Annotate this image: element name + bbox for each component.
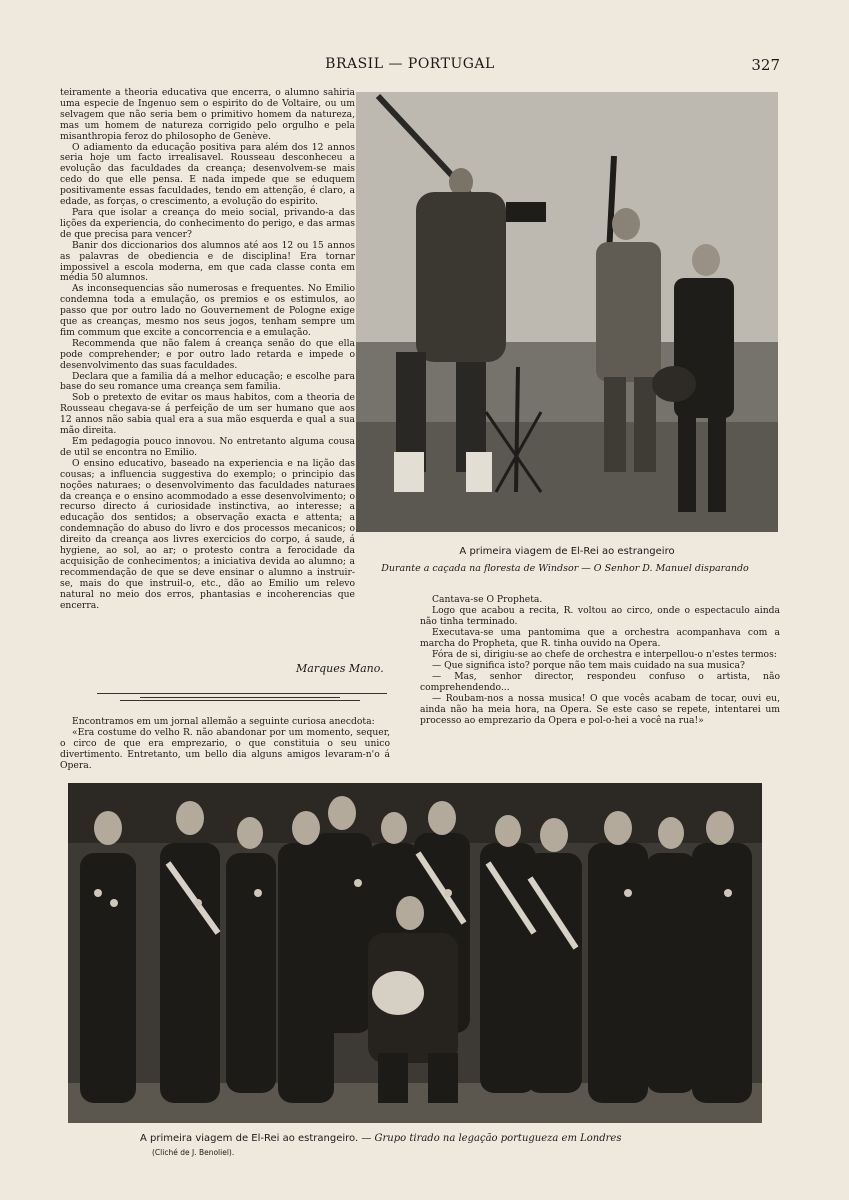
article-paragraph: Para que isolar a creança do meio social, privando-a das lições da experiencia, do conhecimento do perigo, e das armas de que precisa para vencer? (60, 206, 355, 240)
group-portrait-caption-sub: — Grupo tirado na legação portugueza em Londres (361, 1133, 622, 1144)
group-portrait-caption (140, 1133, 780, 1144)
article-paragraph: Executava-se uma pantomima que a orchestra acompanhava com a marcha do Propheta, que R. tinha ouvido na Opera. (420, 627, 780, 649)
article-paragraph: Declara que a familia dá a melhor educação; e escolhe para base do seu romance uma creança sem familia. (60, 370, 355, 393)
article-paragraph: — Que significa isto? porque não tem mais cuidado na sua musica? (432, 660, 745, 671)
author-signature: Marques Mano. (296, 662, 384, 675)
page-number: 327 (751, 56, 780, 74)
article-paragraph: Encontramos em um jornal allemão a seguinte curiosa anecdota: (72, 716, 375, 727)
article-paragraph: O adiamento da educação positiva para além dos 12 annos seria hoje um facto irrealisavel. Rousseau desconheceu a evolução das faculdades da creança; desenvolvem-se mais cedo do que elle pensa. E nada impede que se eduquem positivamente essas faculdades, tendo em attenção, é claro, a edade, as forças, o crescimento, a evolução do espirito. (60, 141, 355, 208)
hunting-photo (356, 92, 778, 532)
article-paragraph: teiramente a theoria educativa que encerra, o alumno sahiria uma especie de Ingenuo sem o espirito do de Voltaire, ou um selvagem que não seria bem o primitivo homem da natureza, mas um homem de natureza corrigido pelo orgulho e pela misanthropia feroz do philosopho de Genève. (60, 87, 355, 142)
photo-credit: (Cliché de J. Benoliel). (152, 1148, 235, 1157)
article-paragraph: — Mas, senhor director, respondeu confuso o artista, não comprehendendo... (420, 671, 780, 693)
article-paragraph: Logo que acabou a recita, R. voltou ao circo, onde o espectaculo ainda não tinha terminado. (420, 605, 780, 627)
hunting-photo-illustration (356, 92, 778, 532)
group-portrait-caption-lead: A primeira viagem de El-Rei ao estrangeiro. (140, 1133, 359, 1144)
article-paragraph: Em pedagogia pouco innovou. No entretanto alguma cousa de util se encontra no Emilio. (60, 436, 355, 458)
right-column-article (420, 594, 780, 726)
article-paragraph: Sob o pretexto de evitar os maus habitos, com a theoria de Rousseau chegava-se á perfeição de um ser humano que aos 12 annos não sabia qual era a sua mão esquerda e qual a sua mão direita. (60, 392, 355, 437)
section-divider (97, 693, 387, 694)
group-portrait-photo (68, 783, 762, 1123)
hunting-photo-caption: A primeira viagem de El-Rei ao estrangeiro (459, 546, 675, 557)
group-portrait-illustration (68, 783, 762, 1123)
article-paragraph: Cantava-se O Propheta. (432, 594, 543, 605)
page-header-title: BRASIL — PORTUGAL (325, 56, 495, 72)
left-column-article (60, 88, 355, 612)
anecdote-article (60, 716, 390, 771)
article-paragraph: — Roubam-nos a nossa musica! O que vocês acabam de tocar, ouvi eu, ainda não ha meia hora, na Opera. Se este caso se repete, intentarei um processo ao emprezario da Opera e pol-o-hei a você na rua!» (420, 693, 780, 726)
hunting-photo-subcaption: Durante a caçada na floresta de Windsor — O Senhor D. Manuel disparando (381, 563, 749, 574)
article-paragraph: «Era costume do velho R. não abandonar por um momento, sequer, o circo de que era emprezario, o que constituia o seu unico divertimento. Entretanto, um bello dia alguns amigos levaram-n'o á Opera. (60, 727, 390, 771)
section-divider (120, 700, 360, 701)
section-divider (140, 697, 340, 698)
article-paragraph: As inconsequencias são numerosas e frequentes. No Emilio condemna toda a emulação, os premios e os estimulos, ao passo que por outro lado no Gouvernement de Pologne exige que as creanças, mesmo nos seus jogos, tenham sempre um fim commum que excite a concorrencia e a emulação. (60, 283, 355, 338)
article-paragraph: Banir dos diccionarios dos alumnos até aos 12 ou 15 annos as palavras de obediencia e de disciplina! Era tornar impossivel a escola moderna, em que cada classe conta em média 50 alumnos. (60, 239, 355, 284)
article-paragraph: Recommenda que não falem á creança senão do que ella pode comprehender; e por outro lado retarda e impede o desenvolvimento das suas faculdades. (60, 337, 355, 371)
article-paragraph: Fóra de si, dirigiu-se ao chefe de orchestra e interpellou-o n'estes termos: (432, 649, 777, 660)
article-paragraph: O ensino educativo, baseado na experiencia e na lição das cousas; a influencia suggestiva do exemplo; o principio das noções naturaes; o desenvolvimento das faculdades naturaes da creança e o ensino acommodado a esse desenvolvimento; o recurso directo á curiosidade instinctiva, ao interesse; a educação dos sentidos; a observação exacta e attenta; a condemnação do abuso do livro e dos processos mecanicos; o direito da creança aos livres exercicios do corpo, á saude, á hygiene, ao sol, ao ar; o protesto contra a ferocidade da acquisição de conhecimentos; a iniciativa devida ao alumno; a recommendação de que se deve ensinar o alumno a instruir-se, mais do que instruil-o, etc., dão ao Emilio um relevo natural no meio dos erros, phantasias e incoherencias que encerra. (60, 457, 355, 611)
